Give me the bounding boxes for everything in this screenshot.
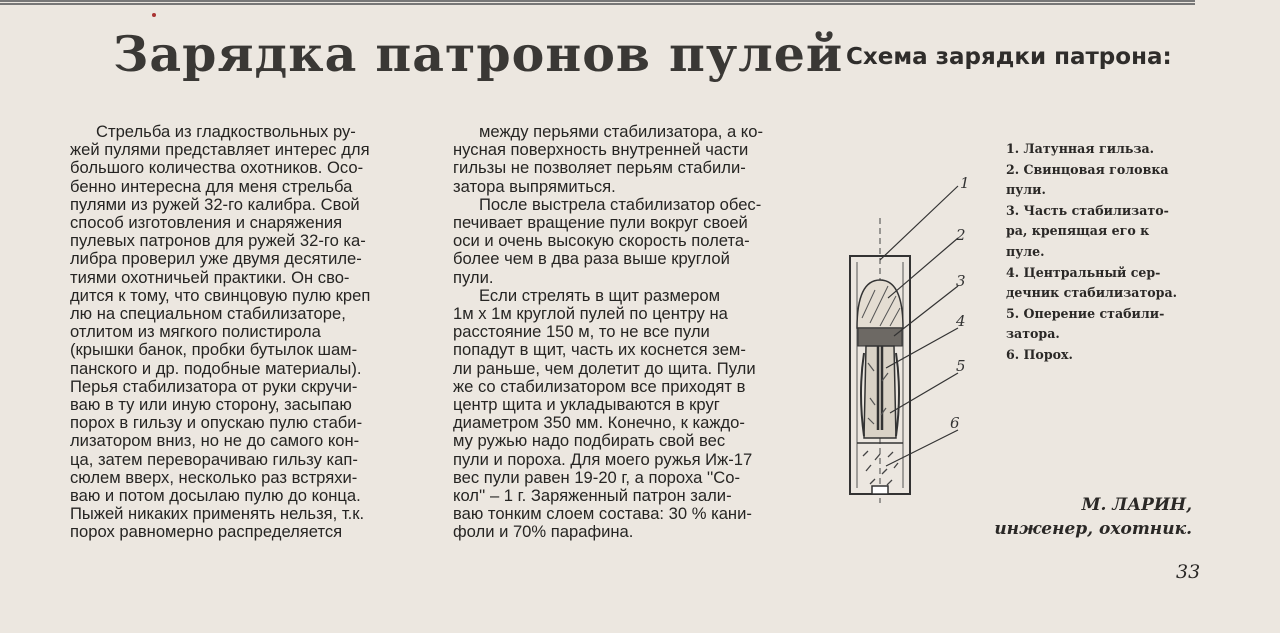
leader-line <box>880 186 958 260</box>
text-line: тиями охотничьей практики. Он сво- <box>70 267 350 287</box>
text-line: оси и очень высокую скорость полета- <box>453 231 750 251</box>
text-line: либра проверил уже двумя десятиле- <box>70 249 362 269</box>
text-line: лизатором вниз, но не до самого кон- <box>70 431 360 451</box>
text-line: Если стрелять в щит размером <box>479 285 721 305</box>
legend-line: 6. Порох. <box>1006 346 1073 362</box>
text-line: пулями из ружей 32-го калибра. Свой <box>70 194 360 214</box>
callout-1: 1 <box>960 174 970 192</box>
legend-line: 5. Оперение стабили- <box>1006 305 1165 321</box>
text-line: затора выпрямиться. <box>453 176 616 196</box>
callout-5: 5 <box>956 357 966 375</box>
scheme-title: Схема зарядки патрона: <box>846 44 1172 70</box>
text-line: сюлем вверх, несколько раз встряхи- <box>70 467 358 487</box>
legend-line: 3. Часть стабилизато- <box>1006 202 1169 218</box>
paragraph <box>453 196 811 287</box>
text-line: диаметром 350 мм. Конечно, к каждо- <box>453 413 745 433</box>
text-line: между перьями стабилизатора, а ко- <box>479 122 763 141</box>
text-line: жей пулями представляет интерес для <box>70 140 370 160</box>
legend-item <box>1006 304 1196 345</box>
text-line: центр щита и укладываются в круг <box>453 395 720 415</box>
text-line: Стрельба из гладкоствольных ру- <box>96 122 356 141</box>
stabilizer-core <box>864 346 896 438</box>
lead-bullet-head <box>857 280 903 328</box>
text-line: ца, затем переворачиваю гильзу кап- <box>70 449 358 469</box>
text-line: пули и пороха. Для моего ружья Иж-17 <box>453 449 753 469</box>
text-line: дится к тому, что свинцовую пулю креп <box>70 285 371 305</box>
text-line: ваю и потом досылаю пулю до конца. <box>70 486 361 506</box>
legend-line: пули. <box>1006 182 1046 198</box>
author-role: инженер, охотник. <box>994 519 1192 539</box>
leader-line <box>894 286 958 336</box>
text-line: лю на специальном стабилизаторе, <box>70 304 346 324</box>
text-line: панского и др. подобные материалы). <box>70 358 362 378</box>
text-line: порох в гильзу и опускаю пулю стаби- <box>70 413 363 433</box>
stabilizer-attachment <box>858 328 902 346</box>
text-column-2 <box>453 123 811 542</box>
callout-2: 2 <box>956 226 966 244</box>
text-line: же со стабилизатором все приходят в <box>453 376 746 396</box>
text-line: большого количества охотников. Осо- <box>70 158 364 178</box>
text-line: способ изготовления и снаряжения <box>70 213 343 233</box>
legend-line: ра, крепящая его к <box>1006 223 1150 239</box>
text-line: пули. <box>453 267 494 287</box>
text-line: (крышки банок, пробки бутылок шам- <box>70 340 358 360</box>
text-line: порох равномерно распределяется <box>70 522 343 542</box>
leader-line <box>890 373 958 413</box>
text-line: Перья стабилизатора от руки скручи- <box>70 376 358 396</box>
paragraph <box>453 287 811 542</box>
legend-line: 4. Центральный сер- <box>1006 264 1161 280</box>
text-line: После выстрела стабилизатор обес- <box>479 194 762 214</box>
legend-item <box>1006 160 1196 201</box>
article-title: Зарядка патронов пулей <box>113 25 844 83</box>
legend-line: 2. Свинцовая головка <box>1006 161 1169 177</box>
legend-item <box>1006 139 1196 160</box>
text-line: 1м х 1м круглой пулей по центру на <box>453 304 728 324</box>
text-line: более чем в два раза выше круглой <box>453 249 730 269</box>
legend-line: дечник стабилизатора. <box>1006 285 1178 301</box>
text-line: кол'' – 1 г. Заряженный патрон зали- <box>453 486 732 506</box>
text-line: отлитом из мягкого полистирола <box>70 322 321 342</box>
text-line: печивает вращение пули вокруг своей <box>453 213 748 233</box>
text-line: фоли и 70% парафина. <box>453 522 634 542</box>
paragraph <box>453 123 811 196</box>
scheme-legend <box>1006 139 1196 366</box>
text-line: ваю в ту или иную сторону, засыпаю <box>70 395 352 415</box>
text-line: вес пули равен 19-20 г, а пороха ''Со- <box>453 467 740 487</box>
legend-item <box>1006 201 1196 263</box>
callout-3: 3 <box>956 272 966 290</box>
page-number: 33 <box>1176 561 1201 583</box>
text-line: бенно интересна для меня стрельба <box>70 176 353 196</box>
text-line: Пыжей никаких применять нельзя, т.к. <box>70 504 365 524</box>
callout-4: 4 <box>956 312 966 330</box>
paragraph <box>70 123 426 542</box>
legend-item <box>1006 345 1196 366</box>
author-signature <box>994 493 1192 541</box>
text-line: попадут в щит, часть их коснется зем- <box>453 340 746 360</box>
legend-item <box>1006 263 1196 304</box>
text-line: расстояние 150 м, то не все пули <box>453 322 710 342</box>
legend-line: затора. <box>1006 326 1060 342</box>
text-line: пулевых патронов для ружей 32-го ка- <box>70 231 366 251</box>
author-name: М. ЛАРИН, <box>1081 495 1192 515</box>
text-line: му ружью надо подбирать свой вес <box>453 431 726 451</box>
cartridge-diagram <box>830 168 990 508</box>
legend-line: пуле. <box>1006 243 1045 259</box>
ink-dot <box>152 13 156 17</box>
text-line: ли раньше, чем долетит до щита. Пули <box>453 358 756 378</box>
text-column-1 <box>70 123 426 542</box>
leader-line <box>888 238 958 298</box>
text-line: нусная поверхность внутренней части <box>453 140 749 160</box>
text-line: гильзы не позволяет перьям стабили- <box>453 158 746 178</box>
legend-line: 1. Латунная гильза. <box>1006 141 1155 156</box>
primer <box>872 486 888 494</box>
text-line: ваю тонким слоем состава: 30 % кани- <box>453 504 752 524</box>
callout-6: 6 <box>950 414 960 432</box>
top-rule <box>0 0 1195 5</box>
